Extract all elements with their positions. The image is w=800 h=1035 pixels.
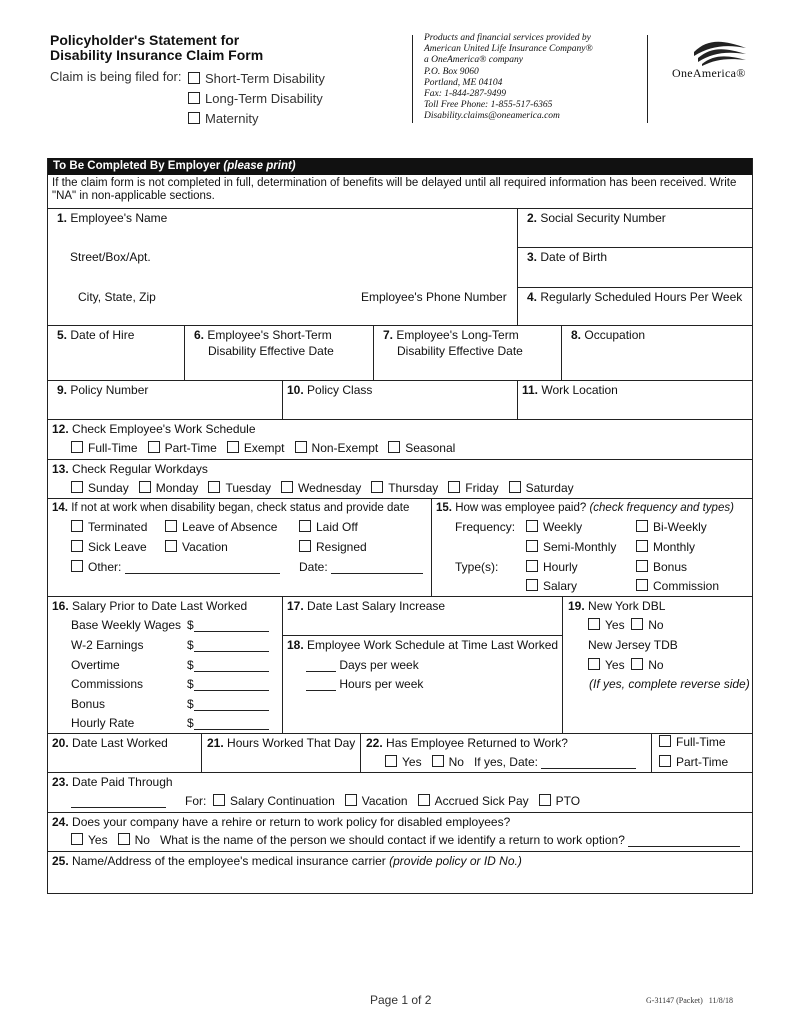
types-label: Type(s): bbox=[455, 560, 499, 574]
work-schedule-options bbox=[71, 441, 455, 455]
checkbox-short-term[interactable]: Short-Term Disability bbox=[188, 69, 325, 89]
checkbox-return-full-time[interactable]: Full-Time bbox=[659, 735, 726, 749]
ny-dbl-options bbox=[588, 618, 664, 632]
checkbox-seasonal[interactable]: Seasonal bbox=[388, 441, 455, 455]
header-divider-left bbox=[412, 35, 413, 123]
checkbox-rehire-yes[interactable]: Yes bbox=[71, 833, 108, 847]
checkbox-non-exempt[interactable]: Non-Exempt bbox=[295, 441, 379, 455]
checkbox-leave-of-absence[interactable]: Leave of Absence bbox=[165, 520, 277, 534]
field-employee-name[interactable]: 1. Employee's Name bbox=[57, 211, 168, 225]
checkbox-pto[interactable]: PTO bbox=[539, 794, 580, 808]
section-note: If the claim form is not completed in full, determination of benefits will be delayed until all required information has been received. Write "NA" in non-applicable sections. bbox=[52, 177, 737, 202]
checkbox-long-term[interactable]: Long-Term Disability bbox=[188, 89, 323, 109]
checkbox-laid-off[interactable]: Laid Off bbox=[299, 520, 358, 534]
checkbox-commission[interactable]: Commission bbox=[636, 579, 719, 593]
salary-row[interactable]: Commissions bbox=[71, 677, 144, 691]
field-hours-per-week[interactable]: 4. Regularly Scheduled Hours Per Week bbox=[527, 290, 743, 304]
checkbox-thursday[interactable]: Thursday bbox=[371, 481, 438, 495]
field-contact-person[interactable]: What is the name of the person we should contact if we identify a return to work option? bbox=[160, 833, 740, 847]
checkbox-monthly[interactable]: Monthly bbox=[636, 540, 695, 554]
field-policy-class[interactable]: 10. Policy Class bbox=[287, 383, 373, 397]
salary-amount-field[interactable]: $ bbox=[187, 716, 269, 730]
reverse-side-note: (If yes, complete reverse side) bbox=[589, 677, 750, 691]
work-schedule-label: 12. Check Employee's Work Schedule bbox=[52, 422, 256, 436]
field-std-effective-date[interactable]: 6. Employee's Short-Term Disability Effective Date bbox=[194, 328, 334, 358]
field-dob[interactable]: 3. Date of Birth bbox=[527, 250, 608, 264]
status-label: 14. If not at work when disability began, check status and provide date bbox=[52, 502, 410, 514]
checkbox-rehire-no[interactable]: No bbox=[118, 833, 150, 847]
section-title: To Be Completed By Employer bbox=[53, 160, 221, 172]
field-street[interactable]: Street/Box/Apt. bbox=[70, 250, 151, 264]
logo-text: OneAmerica® bbox=[672, 66, 746, 80]
checkbox-full-time[interactable]: Full-Time bbox=[71, 441, 138, 455]
filed-for-label: Claim is being filed for: bbox=[50, 69, 182, 84]
page-number: Page 1 of 2 bbox=[370, 993, 432, 1007]
checkbox-vacation-status[interactable]: Vacation bbox=[165, 540, 228, 554]
checkbox-nj-yes[interactable]: Yes bbox=[588, 658, 625, 672]
checkbox-sunday[interactable]: Sunday bbox=[71, 481, 129, 495]
checkbox-bonus[interactable]: Bonus bbox=[636, 560, 687, 574]
field-medical-carrier[interactable]: 25. Name/Address of the employee's medical insurance carrier (provide policy or ID No.) bbox=[52, 854, 522, 868]
field-city-state-zip[interactable]: City, State, Zip bbox=[78, 290, 156, 304]
checkbox-sick-leave[interactable]: Sick Leave bbox=[71, 540, 147, 554]
checkbox-salary[interactable]: Salary bbox=[526, 579, 577, 593]
salary-row[interactable]: Base Weekly Wages bbox=[71, 618, 182, 632]
salary-row[interactable]: Bonus bbox=[71, 697, 106, 711]
salary-amount-field[interactable]: $ bbox=[187, 697, 269, 711]
checkbox-paid-vacation[interactable]: Vacation bbox=[345, 794, 408, 808]
checkbox-part-time[interactable]: Part-Time bbox=[148, 441, 217, 455]
returned-to-work-label: 22. Has Employee Returned to Work? bbox=[366, 736, 568, 750]
checkbox-return-part-time[interactable]: Part-Time bbox=[659, 755, 728, 769]
checkbox-terminated[interactable]: Terminated bbox=[71, 520, 147, 534]
checkbox-resigned[interactable]: Resigned bbox=[299, 540, 367, 554]
pay-method-label: 15. How was employee paid? (check frequency and types) bbox=[436, 502, 734, 514]
checkbox-monday[interactable]: Monday bbox=[139, 481, 199, 495]
returned-to-work-options bbox=[385, 755, 636, 769]
header-divider-right bbox=[647, 35, 648, 123]
field-last-salary-increase[interactable]: 17. Date Last Salary Increase bbox=[287, 599, 446, 613]
checkbox-wednesday[interactable]: Wednesday bbox=[281, 481, 361, 495]
form-title-line2: Disability Insurance Claim Form bbox=[50, 47, 264, 63]
field-hours-worked-that-day[interactable]: 21. Hours Worked That Day bbox=[207, 736, 356, 750]
section-header-bar bbox=[47, 158, 753, 175]
field-date-last-worked[interactable]: 20. Date Last Worked bbox=[52, 736, 168, 750]
nj-tdb-options bbox=[588, 658, 664, 672]
form-title-line1: Policyholder's Statement for bbox=[50, 32, 240, 48]
checkbox-tuesday[interactable]: Tuesday bbox=[208, 481, 271, 495]
field-date-of-hire[interactable]: 5. Date of Hire bbox=[57, 328, 135, 342]
checkbox-returned-yes[interactable]: Yes bbox=[385, 755, 422, 769]
logo-flag-icon bbox=[690, 38, 750, 66]
salary-row[interactable]: Hourly Rate bbox=[71, 716, 135, 730]
checkbox-accrued-sick-pay[interactable]: Accrued Sick Pay bbox=[418, 794, 529, 808]
checkbox-saturday[interactable]: Saturday bbox=[509, 481, 574, 495]
nj-tdb-label: New Jersey TDB bbox=[588, 638, 678, 652]
workdays-label: 13. Check Regular Workdays bbox=[52, 462, 208, 476]
provider-info: Products and financial services provided by American United Life Insurance Company® a OneAmerica® company P.O. Box 9060 Portland, ME 04104 Fax: 1-844-287-9499 Toll Free Phone: 1-855-517-6365 Disability.claims@oneamerica.com bbox=[424, 33, 593, 122]
filed-for-options bbox=[188, 69, 325, 129]
field-occupation[interactable]: 8. Occupation bbox=[571, 328, 646, 342]
schedule-last-worked-label: 18. Employee Work Schedule at Time Last Worked bbox=[287, 638, 559, 652]
field-return-date[interactable]: If yes, Date: bbox=[474, 755, 636, 769]
checkbox-ny-yes[interactable]: Yes bbox=[588, 618, 625, 632]
section-title-note: (please print) bbox=[223, 160, 296, 172]
oneamerica-logo bbox=[668, 38, 778, 83]
frequency-label: Frequency: bbox=[455, 520, 516, 534]
checkbox-maternity[interactable]: Maternity bbox=[188, 109, 258, 129]
salary-amount-field[interactable]: $ bbox=[187, 658, 269, 672]
checkbox-nj-no[interactable]: No bbox=[631, 658, 663, 672]
checkbox-weekly[interactable]: Weekly bbox=[526, 520, 582, 534]
checkbox-semi-monthly[interactable]: Semi-Monthly bbox=[526, 540, 616, 554]
field-status-date[interactable]: Date: bbox=[299, 560, 423, 574]
field-days-per-week[interactable]: Days per week bbox=[306, 658, 419, 672]
form-code: G-31147 (Packet) 11/8/18 bbox=[646, 996, 733, 1005]
salary-label: 16. Salary Prior to Date Last Worked bbox=[52, 599, 248, 613]
salary-amount-field[interactable]: $ bbox=[187, 638, 269, 652]
rehire-policy-label: 24. Does your company have a rehire or return to work policy for disabled employees? bbox=[52, 815, 511, 829]
field-ssn[interactable]: 2. Social Security Number bbox=[527, 211, 666, 225]
checkbox-hourly[interactable]: Hourly bbox=[526, 560, 578, 574]
field-policy-number[interactable]: 9. Policy Number bbox=[57, 383, 149, 397]
field-hours-per-week-last[interactable]: Hours per week bbox=[306, 677, 423, 691]
field-work-location[interactable]: 11. Work Location bbox=[522, 383, 618, 397]
salary-row[interactable]: Overtime bbox=[71, 658, 120, 672]
paid-for-options: For: Salary Continuation Vacation Accrued Sick Pay PTO bbox=[185, 794, 581, 808]
checkbox-salary-continuation[interactable]: Salary Continuation bbox=[213, 794, 335, 808]
rehire-policy-options bbox=[71, 833, 740, 847]
field-date-paid-through[interactable] bbox=[71, 794, 166, 808]
form-title bbox=[50, 33, 263, 63]
checkbox-ny-no[interactable]: No bbox=[631, 618, 663, 632]
date-paid-through-label: 23. Date Paid Through bbox=[52, 775, 173, 789]
checkbox-friday[interactable]: Friday bbox=[448, 481, 498, 495]
checkbox-bi-weekly[interactable]: Bi-Weekly bbox=[636, 520, 707, 534]
checkbox-returned-no[interactable]: No bbox=[432, 755, 464, 769]
checkbox-exempt[interactable]: Exempt bbox=[227, 441, 285, 455]
field-ltd-effective-date[interactable]: 7. Employee's Long-Term Disability Effective Date bbox=[383, 328, 523, 358]
field-employee-phone[interactable]: Employee's Phone Number bbox=[361, 290, 507, 304]
workdays-options bbox=[71, 481, 574, 495]
salary-amount-field[interactable]: $ bbox=[187, 677, 269, 691]
salary-amount-field[interactable]: $ bbox=[187, 618, 269, 632]
field-other[interactable]: Other: bbox=[71, 560, 280, 574]
ny-dbl-label: 19. New York DBL bbox=[568, 599, 666, 613]
salary-row[interactable]: W-2 Earnings bbox=[71, 638, 144, 652]
